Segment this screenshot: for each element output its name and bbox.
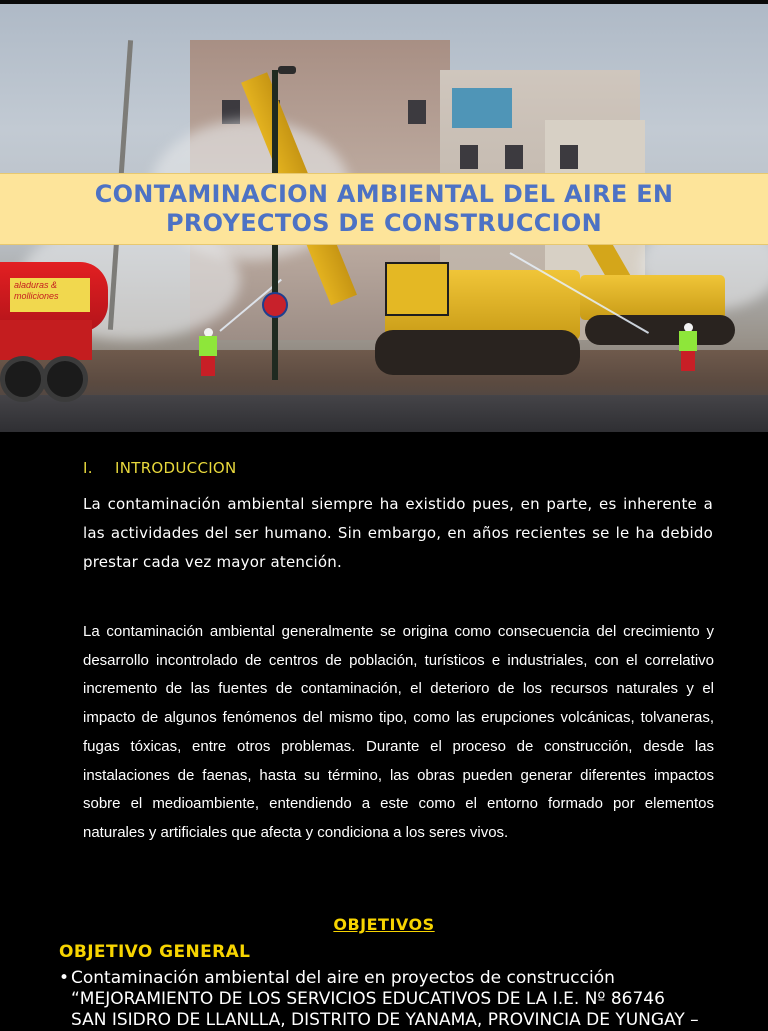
- building-window: [560, 145, 578, 169]
- bullet-line: “MEJORAMIENTO DE LOS SERVICIOS EDUCATIVOS DE LA I.E. Nº 86746: [71, 989, 665, 1009]
- truck-label: aladuras & molliciones: [10, 278, 90, 312]
- section-number: I.: [83, 459, 93, 477]
- building-window: [408, 100, 426, 124]
- title-line-1: CONTAMINACION AMBIENTAL DEL AIRE EN: [94, 180, 674, 208]
- body-paragraph: La contaminación ambiental generalmente se origina como consecuencia del crecimiento y desarrollo incontrolado de centros de población, turísticos e industriales, con el correlativo incremento de las fuentes de contaminación, el deterioro de los recursos naturales y el impacto de algunos fenómenos del mismo tipo, como las erupciones volcánicas, tolvaneras, fugas tóxicas, entre otros problemas. Durante el proceso de construcción, desde las instalaciones de faenas, hasta su término, las obras pueden generar diferentes impactos sobre el medioambiente, entendiendo a este como el entorno formado por elementos naturales y artificiales que afecta y condiciona a los seres vivos.: [83, 623, 714, 841]
- objective-bullet: [59, 968, 749, 1031]
- excavator-secondary: [580, 275, 725, 320]
- excavator-track: [375, 330, 580, 375]
- objetivos-heading: [0, 915, 768, 934]
- section-title: INTRODUCCION: [115, 459, 237, 477]
- hero-photo: [0, 0, 768, 432]
- truck-wheel: [0, 356, 46, 402]
- worker-figure: [679, 323, 697, 369]
- bullet-line: [59, 968, 749, 989]
- title-banner: [0, 173, 768, 245]
- worker-figure: [199, 328, 217, 374]
- building-window: [460, 145, 478, 169]
- section-heading: [83, 459, 237, 477]
- road: [0, 395, 768, 432]
- street-lamp: [278, 66, 296, 74]
- bullet-line: SAN ISIDRO DE LLANLLA, DISTRITO DE YANAMA, PROVINCIA DE YUNGAY –: [71, 1010, 699, 1030]
- title-line-2: PROYECTOS DE CONSTRUCCION: [166, 209, 602, 237]
- excavator-cab: [385, 262, 449, 316]
- fire-truck-body: [0, 320, 92, 360]
- intro-paragraph: La contaminación ambiental siempre ha existido pues, en parte, es inherente a las actividades del ser humano. Sin embargo, en años recientes se le ha debido prestar cada vez mayor atención.: [83, 495, 713, 571]
- objetivo-general-heading: OBJETIVO GENERAL: [59, 942, 251, 962]
- top-border: [0, 0, 768, 4]
- no-parking-sign: [262, 292, 288, 318]
- objetivos-heading-text: OBJETIVOS: [333, 915, 435, 934]
- body-paragraph-container: [83, 618, 714, 865]
- building-window: [505, 145, 523, 169]
- exposed-room: [452, 88, 512, 128]
- bullet-icon: •: [59, 968, 70, 988]
- bullet-text: Contaminación ambiental del aire en proyectos de construcción: [71, 968, 615, 988]
- excavator-track: [585, 315, 735, 345]
- truck-wheel: [42, 356, 88, 402]
